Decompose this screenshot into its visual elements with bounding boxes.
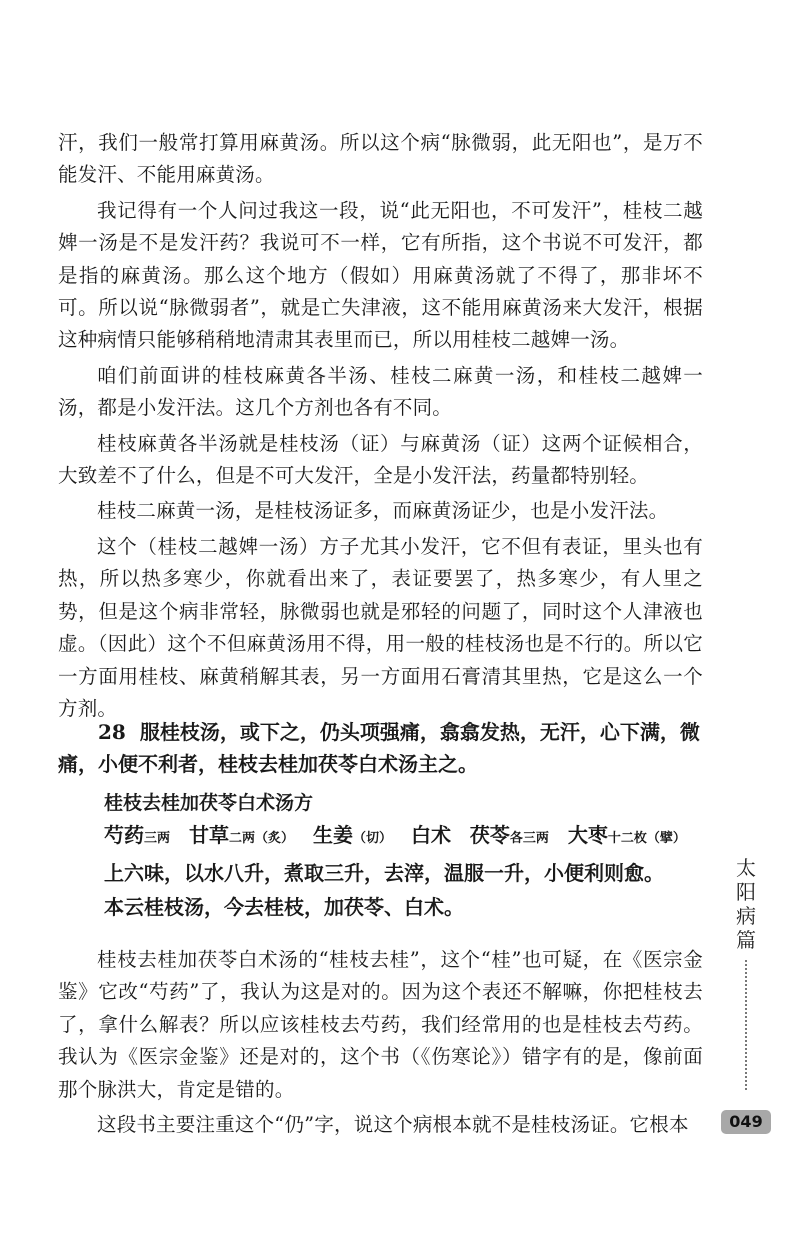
ingredient-name: 大枣 xyxy=(567,823,608,847)
ingredient-name: 芍药 xyxy=(104,823,144,847)
clause-block xyxy=(58,716,703,780)
paragraph: 汗，我们一般常打算用麻黄汤。所以这个病“脉微弱，此无阳也”，是万不能发汗、不能用麻黄汤。 xyxy=(58,131,703,187)
page-number: 049 xyxy=(721,1110,771,1134)
paragraph: 桂枝二麻黄一汤，是桂枝汤证多，而麻黄汤证少，也是小发汗法。 xyxy=(97,499,669,523)
ingredient-name: 甘草 xyxy=(188,823,229,847)
chapter-char: 篇 xyxy=(736,928,756,952)
formula-method: 上六味，以水八升，煮取三升，去滓，温服一升，小便利则愈。 xyxy=(104,861,664,885)
formula-block xyxy=(104,788,704,924)
clause-text: 服桂枝汤，或下之，仍头项强痛，翕翕发热，无汗，心下满，微痛，小便不利者，桂枝去桂加茯苓白术汤主之。 xyxy=(58,720,700,776)
chapter-label xyxy=(733,856,759,952)
paragraph: 桂枝去桂加茯苓白术汤的“桂枝去桂”，这个“桂”也可疑，在《医宗金鉴》它改“芍药”了，我认为这是对的。因为这个表还不解嘛，你把桂枝去了，拿什么解表？所以应该桂枝去芍药，我们经常用的也是桂枝去芍药。我认为《医宗金鉴》还是对的，这个书（《伤寒论》）错字有的是，像前面那个脉洪大，肯定是错的。 xyxy=(58,948,703,1101)
paragraph: 这段书主要注重这个“仍”字，说这个病根本就不是桂枝汤证。它根本 xyxy=(97,1113,689,1137)
ingredient-name: 茯苓 xyxy=(469,823,510,847)
ingredient-dose: 各三两 xyxy=(509,831,549,846)
ingredient-dose: 二两（炙） xyxy=(228,831,294,846)
text-block-bottom xyxy=(58,944,703,1144)
chapter-char: 太 xyxy=(736,856,756,880)
dotted-divider xyxy=(745,960,747,1090)
paragraph: 咱们前面讲的桂枝麻黄各半汤、桂枝二麻黄一汤，和桂枝二越婢一汤，都是小发汗法。这几个方剂也各有不同。 xyxy=(58,363,703,420)
ingredient-name: 白术 xyxy=(410,823,451,847)
text-block-top xyxy=(58,127,703,728)
ingredient-dose: （切） xyxy=(352,831,392,846)
ingredient-dose: 十二枚（擘） xyxy=(607,831,686,846)
paragraph: 桂枝麻黄各半汤就是桂枝汤（证）与麻黄汤（证）这两个证候相合，大致差不了什么，但是不可大发汗，全是小发汗法，药量都特别轻。 xyxy=(58,431,703,488)
formula-note: 本云桂枝汤，今去桂枝，加茯苓、白术。 xyxy=(104,895,464,919)
ingredient-dose: 三两 xyxy=(144,831,171,846)
clause-number: 28 xyxy=(98,720,126,744)
ingredient-list xyxy=(104,818,704,856)
chapter-char: 病 xyxy=(736,904,756,928)
paragraph: 这个（桂枝二越婢一汤）方子尤其小发汗，它不但有表证，里头也有热，所以热多寒少，你就看出来了，表证要罢了，热多寒少，有人里之势，但是这个病非常轻，脉微弱也就是邪轻的问题了，同时这个人津液也虚。（因此）这个不但麻黄汤用不得，用一般的桂枝汤也是不行的。所以它一方面用桂枝、麻黄稍解其表，另一方面用石膏清其里热，它是这么一个方剂。 xyxy=(58,534,703,720)
ingredient-name: 生姜 xyxy=(312,823,353,847)
paragraph: 我记得有一个人问过我这一段，说“此无阳也，不可发汗”，桂枝二越婢一汤是不是发汗药？我说可不一样，它有所指，这个书说不可发汗，都是指的麻黄汤。那么这个地方（假如）用麻黄汤就了不得了，那非坏不可。所以说“脉微弱者”，就是亡失津液，这不能用麻黄汤来大发汗，根据这种病情只能够稍稍地清肃其表里而已，所以用桂枝二越婢一汤。 xyxy=(58,198,703,352)
chapter-char: 阳 xyxy=(736,880,756,904)
formula-title: 桂枝去桂加茯苓白术汤方 xyxy=(104,792,314,814)
